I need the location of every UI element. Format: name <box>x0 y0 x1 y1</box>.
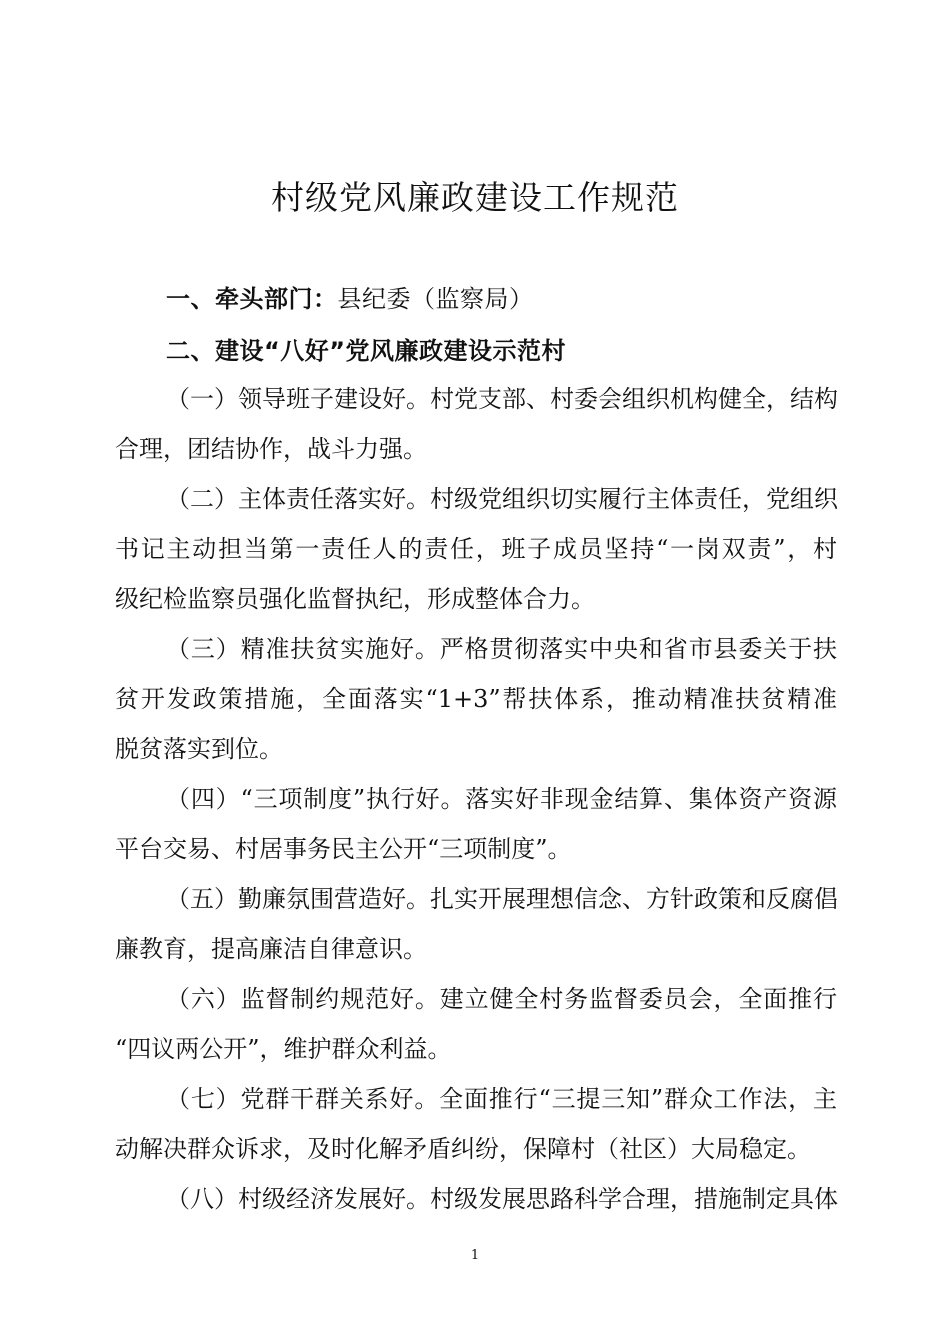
paragraph-line: “四议两公开”，维护群众利益。 <box>115 1035 452 1063</box>
paragraph-line: 平台交易、村居事务民主公开“三项制度”。 <box>115 835 572 863</box>
paragraph-line: 脱贫落实到位。 <box>115 735 283 763</box>
paragraph-line: 贫开发政策措施，全面落实“1+3”帮扶体系，推动精准扶贫精准 <box>115 685 837 713</box>
paragraph-line: （五）勤廉氛围营造好。扎实开展理想信念、方针政策和反腐倡 <box>166 885 838 913</box>
section-1-value: 县纪委（监察局） <box>337 285 534 313</box>
section-heading-2: 二、建设“八好”党风廉政建设示范村 <box>166 337 567 365</box>
document-title: 村级党风廉政建设工作规范 <box>271 178 679 217</box>
section-1-label: 一、牵头部门： <box>166 285 338 313</box>
paragraph-line: （四）“三项制度”执行好。落实好非现金结算、集体资产资源 <box>166 785 837 813</box>
paragraph-line: 动解决群众诉求，及时化解矛盾纠纷，保障村（社区）大局稳定。 <box>115 1135 811 1163</box>
paragraph-line: 书记主动担当第一责任人的责任，班子成员坚持“一岗双责”，村 <box>115 535 837 563</box>
paragraph-line: （六）监督制约规范好。建立健全村务监督委员会，全面推行 <box>166 985 837 1013</box>
paragraph-line: 级纪检监察员强化监督执纪，形成整体合力。 <box>115 585 595 613</box>
paragraph-line: 合理，团结协作，战斗力强。 <box>115 435 427 463</box>
paragraph-line: （八）村级经济发展好。村级发展思路科学合理，措施制定具体 <box>166 1185 838 1213</box>
section-heading-1 <box>166 283 534 315</box>
paragraph-line: （三）精准扶贫实施好。严格贯彻落实中央和省市县委关于扶 <box>166 635 837 663</box>
paragraph-line: （一）领导班子建设好。村党支部、村委会组织机构健全，结构 <box>166 385 838 413</box>
paragraph-line: （二）主体责任落实好。村级党组织切实履行主体责任，党组织 <box>166 485 838 513</box>
paragraph-line: 廉教育，提高廉洁自律意识。 <box>115 935 427 963</box>
page-number: 1 <box>470 1248 480 1263</box>
paragraph-line: （七）党群干群关系好。全面推行“三提三知”群众工作法，主 <box>166 1085 837 1113</box>
